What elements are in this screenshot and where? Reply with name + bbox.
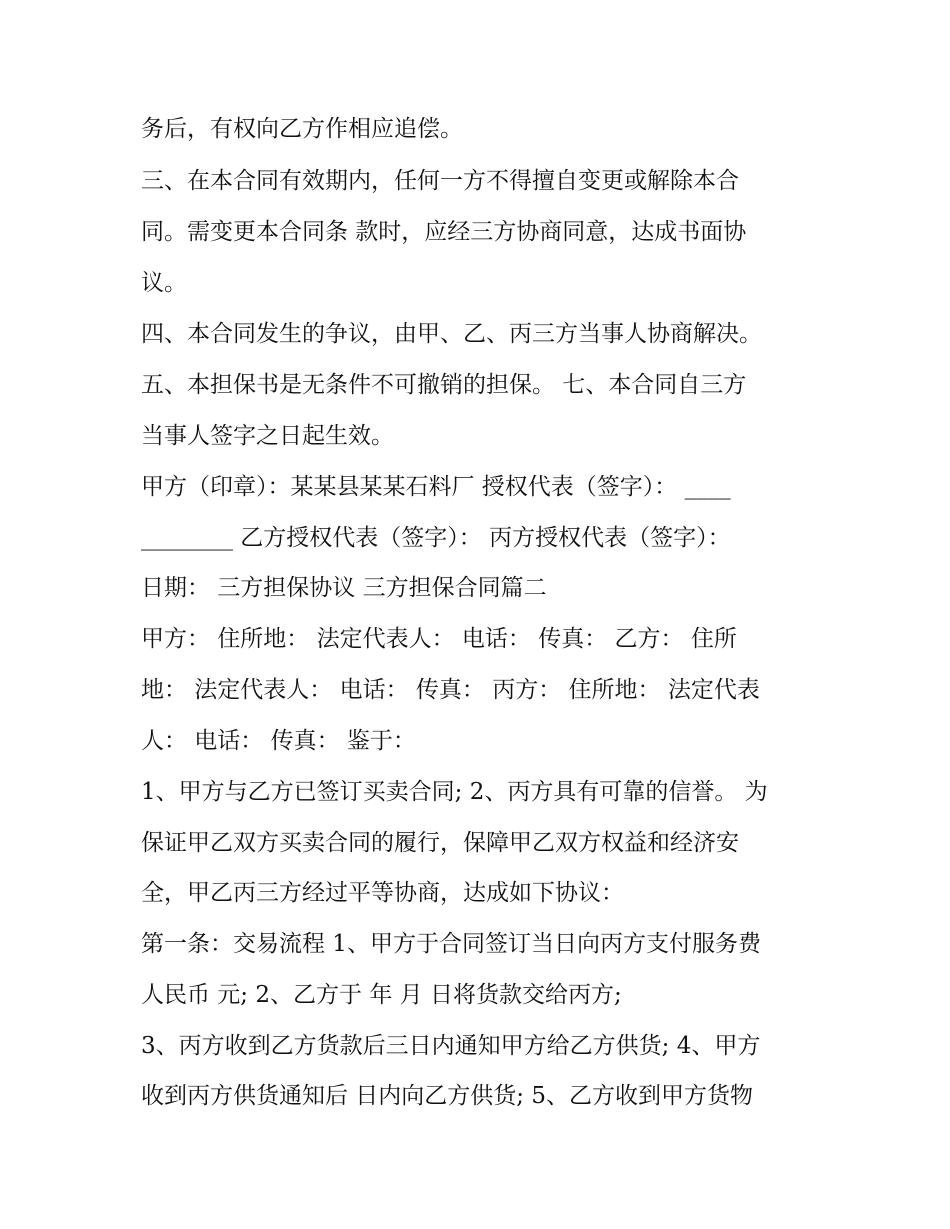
text-line: 第一条：交易流程 1、甲方于合同签订当日向丙方支付服务费 [141, 931, 761, 957]
text-line: 全，甲乙丙三方经过平等协商，达成如下协议： [141, 880, 624, 906]
text-line: 人： 电话： 传真： 鉴于： [141, 728, 416, 754]
text-line: 四、本合同发生的争议，由甲、乙、丙三方当事人协商解决。 [141, 321, 762, 347]
text-line: 五、本担保书是无条件不可撤销的担保。 七、本合同自三方 [141, 372, 747, 398]
text-line: 1、甲方与乙方已签订买卖合同; 2、丙方具有可靠的信誉。 为 [141, 779, 768, 805]
text-line: 收到丙方供货通知后 日内向乙方供货; 5、乙方收到甲方货物 [141, 1083, 754, 1109]
text-line: 地： 法定代表人： 电话： 传真： 丙方： 住所地： 法定代表 [141, 677, 760, 703]
text-line: 日期： 三方担保协议 三方担保合同篇二 [141, 575, 547, 601]
text-line: 保证甲乙双方买卖合同的履行，保障甲乙双方权益和经济安 [141, 830, 739, 856]
text-line: 当事人签字之日起生效。 [141, 423, 394, 449]
text-line: 人民币 元; 2、乙方于 年 月 日将货款交给丙方; [141, 982, 622, 1008]
text-line: 务后，有权向乙方作相应追偿。 [141, 116, 463, 142]
text-line: 议。 [141, 270, 187, 296]
text-line: 甲方： 住所地： 法定代表人： 电话： 传真： 乙方： 住所 [141, 626, 737, 652]
text-line: 同。需变更本合同条 款时，应经三方协商同意，达成书面协 [141, 219, 747, 245]
text-line: ________ 乙方授权代表（签字）： 丙方授权代表（签字）： [141, 525, 731, 551]
text-line: 甲方（印章）：某某县某某石料厂 授权代表（签字）： ____ [141, 474, 731, 500]
text-line: 3、丙方收到乙方货款后三日内通知甲方给乙方供货; 4、甲方 [141, 1033, 761, 1059]
text-line: 三、在本合同有效期内，任何一方不得擅自变更或解除本合 [141, 168, 739, 194]
